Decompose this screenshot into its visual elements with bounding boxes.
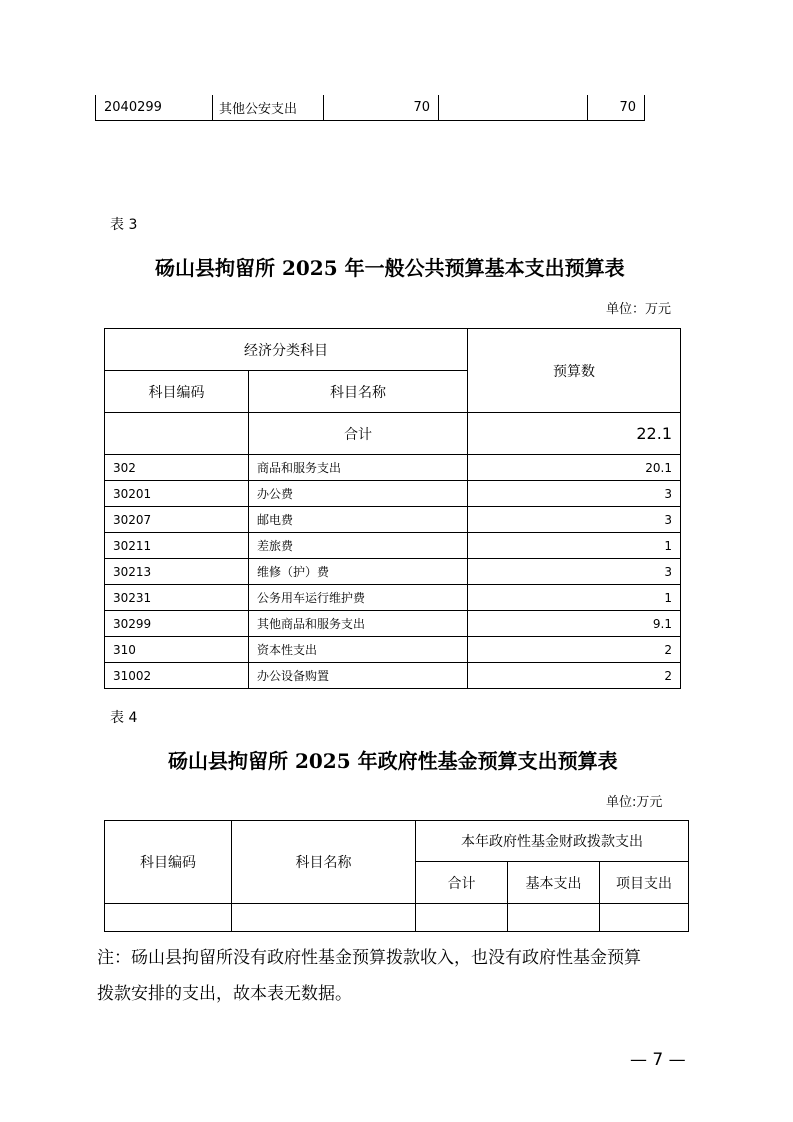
header-subject-code: 科目编码 xyxy=(105,821,232,904)
note-line-2: 拨款安排的支出，故本表无数据。 xyxy=(97,984,352,1004)
row-value: 1 xyxy=(468,533,681,559)
total-label: 合计 xyxy=(249,413,468,455)
table-row xyxy=(105,559,681,585)
header-economic-classification: 经济分类科目 xyxy=(105,329,468,371)
header-fund-expenditure: 本年政府性基金财政拨款支出 xyxy=(416,821,689,862)
row-code: 31002 xyxy=(105,663,249,689)
row-code: 302 xyxy=(105,455,249,481)
table4-unit: 单位:万元 xyxy=(606,795,663,810)
row-code: 2040299 xyxy=(96,95,213,121)
total-value: 22.1 xyxy=(468,413,681,455)
table4-title: 砀山县拘留所 2025 年政府性基金预算支出预算表 xyxy=(168,749,618,773)
row-name: 邮电费 xyxy=(249,507,468,533)
empty-cell xyxy=(508,904,600,932)
row-name: 其他公安支出 xyxy=(213,95,324,121)
row-name: 维修（护）费 xyxy=(249,559,468,585)
header-project-expenditure: 项目支出 xyxy=(600,862,689,904)
row-name: 资本性支出 xyxy=(249,637,468,663)
table-row xyxy=(96,95,645,121)
previous-table-continuation xyxy=(95,95,645,121)
header-subject-code: 科目编码 xyxy=(105,371,249,413)
row-name: 差旅费 xyxy=(249,533,468,559)
row-value: 3 xyxy=(468,559,681,585)
table-row xyxy=(105,481,681,507)
total-code-empty xyxy=(105,413,249,455)
row-name: 公务用车运行维护费 xyxy=(249,585,468,611)
row-name: 办公费 xyxy=(249,481,468,507)
table-row xyxy=(105,904,689,932)
row-value: 2 xyxy=(468,663,681,689)
empty-cell xyxy=(416,904,508,932)
row-code: 30211 xyxy=(105,533,249,559)
table-row xyxy=(105,611,681,637)
row-code: 30201 xyxy=(105,481,249,507)
table-row xyxy=(105,533,681,559)
row-name: 办公设备购置 xyxy=(249,663,468,689)
row-amount: 70 xyxy=(324,95,439,121)
table3-unit: 单位：万元 xyxy=(606,302,672,317)
row-code: 30231 xyxy=(105,585,249,611)
table-row xyxy=(105,663,681,689)
row-code: 310 xyxy=(105,637,249,663)
row-code: 30299 xyxy=(105,611,249,637)
table-row xyxy=(105,585,681,611)
row-name: 其他商品和服务支出 xyxy=(249,611,468,637)
table3-title: 砀山县拘留所 2025 年一般公共预算基本支出预算表 xyxy=(155,256,625,280)
header-basic-expenditure: 基本支出 xyxy=(508,862,600,904)
row-value: 3 xyxy=(468,481,681,507)
header-subject-name: 科目名称 xyxy=(249,371,468,413)
basic-expenditure-table xyxy=(104,328,681,689)
row-value: 2 xyxy=(468,637,681,663)
row-value: 9.1 xyxy=(468,611,681,637)
government-fund-table xyxy=(104,820,689,932)
empty-cell xyxy=(105,904,232,932)
row-code: 30207 xyxy=(105,507,249,533)
empty-cell xyxy=(232,904,416,932)
row-amount-empty xyxy=(439,95,588,121)
table-row xyxy=(105,455,681,481)
header-subject-name: 科目名称 xyxy=(232,821,416,904)
total-row xyxy=(105,413,681,455)
table-row xyxy=(105,507,681,533)
row-value: 3 xyxy=(468,507,681,533)
table4-label: 表 4 xyxy=(110,710,138,726)
header-total: 合计 xyxy=(416,862,508,904)
empty-cell xyxy=(600,904,689,932)
row-value: 1 xyxy=(468,585,681,611)
row-name: 商品和服务支出 xyxy=(249,455,468,481)
header-budget-amount: 预算数 xyxy=(468,329,681,413)
table3-label: 表 3 xyxy=(110,217,138,233)
row-amount-total: 70 xyxy=(588,95,645,121)
page-number: — 7 — xyxy=(630,1050,686,1070)
row-value: 20.1 xyxy=(468,455,681,481)
row-code: 30213 xyxy=(105,559,249,585)
note-line-1: 注：砀山县拘留所没有政府性基金预算拨款收入，也没有政府性基金预算 xyxy=(97,948,641,968)
table-row xyxy=(105,637,681,663)
